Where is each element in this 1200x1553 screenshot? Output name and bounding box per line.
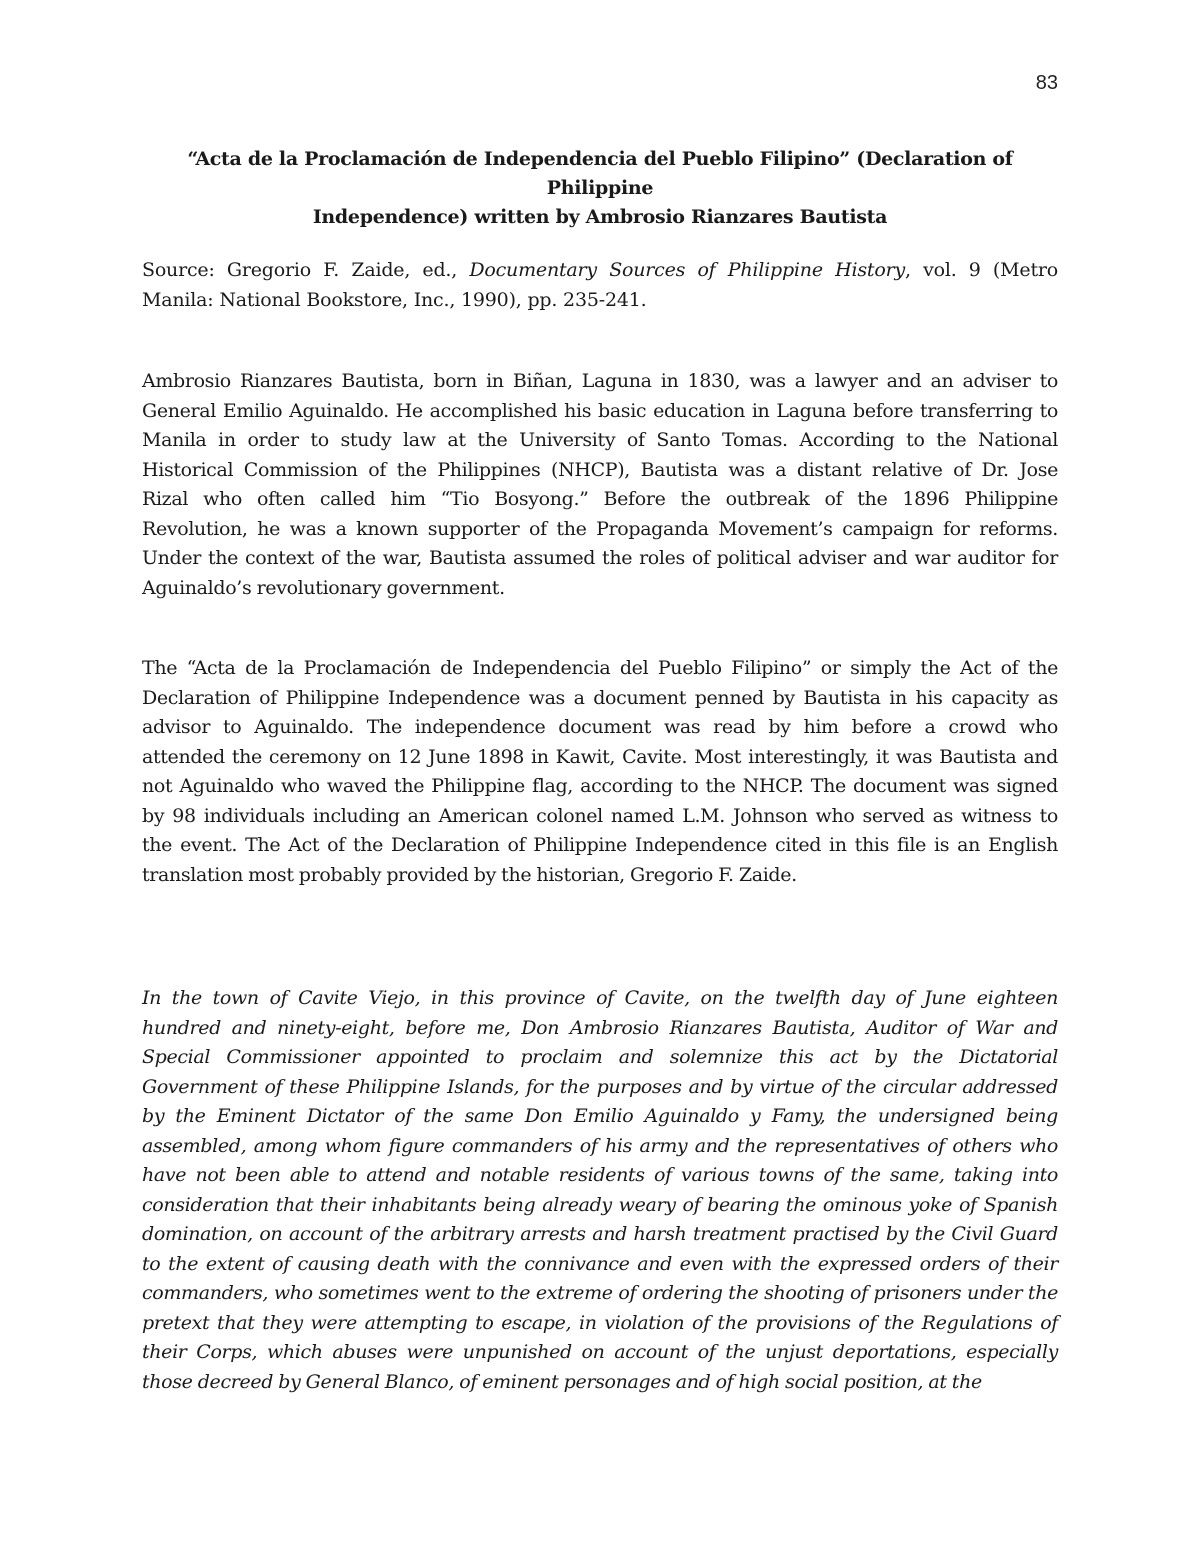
source-prefix: Source: Gregorio F. Zaide, ed., — [142, 259, 470, 281]
text-line: Manila in order to study law at the University of Santo Tomas. According to the National — [142, 429, 1058, 451]
text-line: In the town of Cavite Viejo, in this province of Cavite, on the twelfth day of June eighteen — [142, 987, 1058, 1009]
text-line: pretext that they were attempting to escape, in violation of the provisions of the Regulations of — [142, 1311, 1058, 1334]
page-number: 83 — [1035, 72, 1058, 94]
text-line: Government of these Philippine Islands, for the purposes and by virtue of the circular addressed — [142, 1075, 1058, 1098]
text-line: General Emilio Aguinaldo. He accomplished his basic education in Laguna before transferring to — [142, 399, 1058, 422]
text-line: assembled, among whom figure commanders of his army and the representatives of others who — [142, 1134, 1058, 1157]
text-line: Rizal who often called him “Tio Bosyong.” Before the outbreak of the 1896 Philippine — [142, 488, 1058, 510]
text-line: not Aguinaldo who waved the Philippine flag, according to the NHCP. The document was signed — [142, 775, 1058, 797]
text-line: Historical Commission of the Philippines (NHCP), Bautista was a distant relative of Dr. Jose — [142, 458, 1058, 481]
document-excerpt — [142, 984, 1058, 1397]
text-line: Ambrosio Rianzares Bautista, born in Biñan, Laguna in 1830, was a lawyer and an adviser to — [142, 370, 1058, 392]
intro-paragraph — [142, 367, 1058, 603]
text-line: advisor to Aguinaldo. The independence document was read by him before a crowd who — [142, 716, 1058, 738]
document-title — [142, 145, 1058, 232]
text-line: consideration that their inhabitants being already weary of bearing the ominous yoke of Spanish — [142, 1193, 1058, 1216]
text-line: by 98 individuals including an American colonel named L.M. Johnson who served as witness to — [142, 804, 1058, 827]
text-line: Special Commissioner appointed to proclaim and solemnize this act by the Dictatorial — [142, 1046, 1058, 1068]
text-line: domination, on account of the arbitrary arrests and harsh treatment practised by the Civil Guard — [142, 1223, 1058, 1245]
title-line-2: Independence) written by Ambrosio Rianzares Bautista — [312, 206, 888, 228]
text-line: have not been able to attend and notable residents of various towns of the same, taking into — [142, 1164, 1058, 1186]
text-line: The “Acta de la Proclamación de Independencia del Pueblo Filipino” or simply the Act of the — [142, 657, 1058, 679]
text-line: their Corps, which abuses were unpunished on account of the unjust deportations, especially — [142, 1341, 1058, 1363]
source-suffix: , vol. 9 (Metro Manila: National Bookstore, Inc., 1990), pp. 235-241. — [142, 259, 1058, 311]
text-line: those decreed by General Blanco, of eminent personages and of high social position, at the — [142, 1370, 982, 1393]
text-line: Declaration of Philippine Independence was a document penned by Bautista in his capacity as — [142, 686, 1058, 709]
text-line: commanders, who sometimes went to the extreme of ordering the shooting of prisoners under the — [142, 1282, 1058, 1304]
text-line: to the extent of causing death with the connivance and even with the expressed orders of their — [142, 1252, 1058, 1275]
text-line: attended the ceremony on 12 June 1898 in Kawit, Cavite. Most interestingly, it was Bautista and — [142, 745, 1058, 768]
text-line: Aguinaldo’s revolutionary government. — [142, 576, 505, 599]
text-line: hundred and ninety-eight, before me, Don Ambrosio Rianzares Bautista, Auditor of War and — [142, 1016, 1058, 1039]
text-line: the event. The Act of the Declaration of Philippine Independence cited in this file is an English — [142, 834, 1058, 856]
source-book-title: Documentary Sources of Philippine History — [469, 259, 906, 281]
text-line: Revolution, he was a known supporter of the Propaganda Movement’s campaign for reforms. — [142, 517, 1058, 540]
text-line: Under the context of the war, Bautista assumed the roles of political adviser and war auditor for — [142, 547, 1058, 569]
source-citation — [142, 256, 1058, 315]
context-paragraph — [142, 654, 1058, 890]
text-line: translation most probably provided by the historian, Gregorio F. Zaide. — [142, 863, 797, 886]
title-line-1: “Acta de la Proclamación de Independencia del Pueblo Filipino” (Declaration of Philippine — [187, 148, 1013, 199]
text-line: by the Eminent Dictator of the same Don Emilio Aguinaldo y Famy, the undersigned being — [142, 1105, 1058, 1127]
